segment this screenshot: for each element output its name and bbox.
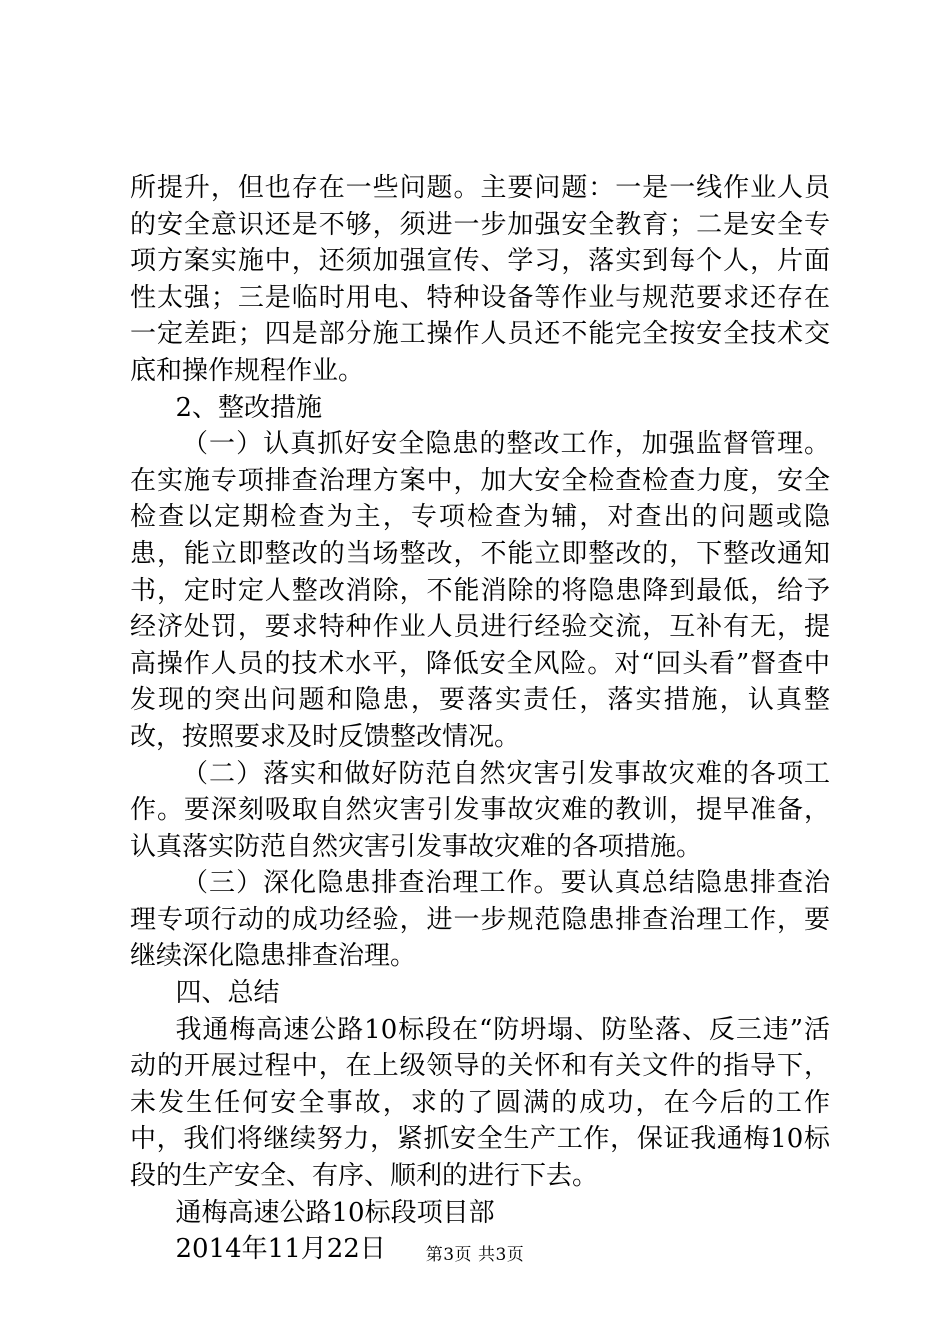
heading-summary: 四、总结 — [175, 978, 280, 1009]
heading-rectification-measures: 2、整改措施 — [175, 392, 323, 423]
page-footer: 第3页 共3页 — [425, 1245, 525, 1265]
paragraph-measure-2: （二）落实和做好防范自然灾害引发事故灾难的各项工作。要深刻吸取自然灾害引发事故灾难的教训，提早准备，认真落实防范自然灾害引发事故灾难的各项措施。 — [130, 758, 830, 862]
signature-organization: 通梅高速公路10标段项目部 — [175, 1197, 495, 1228]
signature-date: 2014年11月22日 — [175, 1234, 386, 1265]
paragraph-summary: 我通梅高速公路10标段在“防坍塌、防坠落、反三违”活动的开展过程中，在上级领导的关怀和有关文件的指导下，未发生任何安全事故，求的了圆满的成功，在今后的工作中，我们将继续努力，紧抓安全生产工作，保证我通梅10标段的生产安全、有序、顺利的进行下去。 — [130, 1014, 830, 1192]
paragraph-measure-1: （一）认真抓好安全隐患的整改工作，加强监督管理。在实施专项排查治理方案中，加大安全检查检查力度，安全检查以定期检查为主，专项检查为辅，对查出的问题或隐患，能立即整改的当场整改，不能立即整改的，下整改通知书，定时定人整改消除，不能消除的将隐患降到最低，给予经济处罚，要求特种作业人员进行经验交流，互补有无，提高操作人员的技术水平，降低安全风险。对“回头看”督查中发现的突出问题和隐患，要落实责任，落实措施，认真整改，按照要求及时反馈整改情况。 — [130, 429, 830, 752]
paragraph-measure-3: （三）深化隐患排查治理工作。要认真总结隐患排查治理专项行动的成功经验，进一步规范隐患排查治理工作，要继续深化隐患排查治理。 — [130, 868, 830, 972]
paragraph-problems: 所提升，但也存在一些问题。主要问题：一是一线作业人员的安全意识还是不够，须进一步加强安全教育；二是安全专项方案实施中，还须加强宣传、学习，落实到每个人，片面性太强；三是临时用电、特种设备等作业与规范要求还存在一定差距；四是部分施工操作人员还不能完全按安全技术交底和操作规程作业。 — [130, 173, 830, 386]
document-body — [130, 170, 830, 1268]
